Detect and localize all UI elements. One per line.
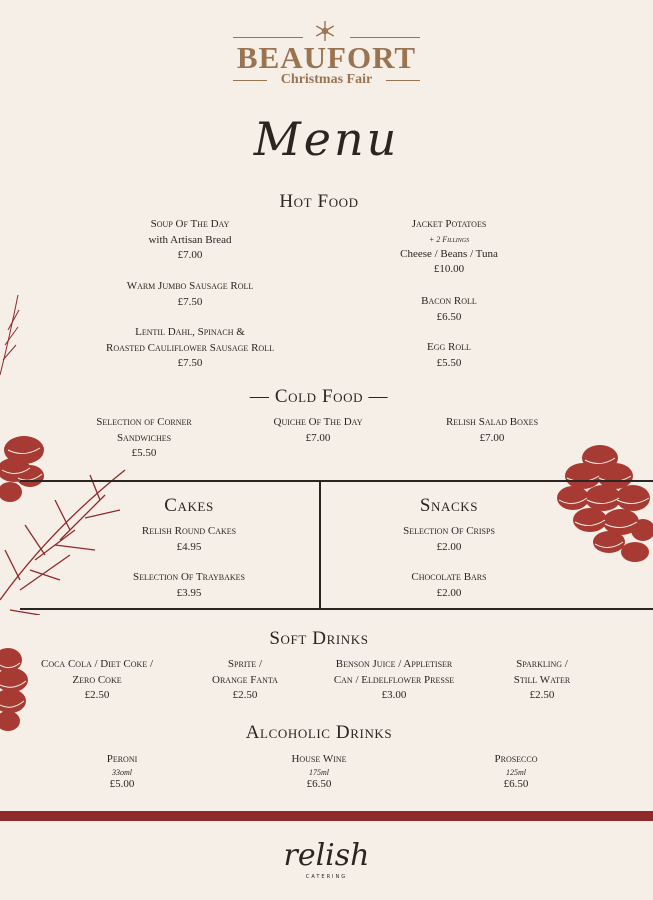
menu-item <box>70 325 310 372</box>
item-detail: Cheese / Beans / Tuna <box>400 247 498 260</box>
menu-item <box>456 752 576 792</box>
item-price: £7.50 <box>177 295 203 308</box>
item-name: Quiche Of The Day <box>273 416 363 428</box>
item-name: Selection Of Traybakes <box>132 571 245 583</box>
item-name: Chocolate Bars <box>411 571 487 583</box>
item-note: + 2 Fillings <box>428 234 470 244</box>
item-name: Benson Juice / Appletiser <box>335 658 453 670</box>
item-name-line2: Zero Coke <box>72 673 122 686</box>
item-price: £6.50 <box>436 310 462 323</box>
item-name-line2: Still Water <box>513 673 571 686</box>
menu-item <box>349 340 549 371</box>
item-price: £3.00 <box>381 689 407 701</box>
item-name: House Wine <box>291 753 347 765</box>
hot-food-title: Hot Food <box>279 191 359 212</box>
cakes-title: Cakes <box>164 495 214 516</box>
brand-title: BEAUFORT <box>236 40 417 75</box>
item-price: £7.00 <box>177 249 203 261</box>
menu-item <box>90 279 290 310</box>
soft-drinks-title: Soft Drinks <box>269 628 369 649</box>
item-price: £5.50 <box>436 356 462 369</box>
item-name-line2: Sandwiches <box>116 431 172 444</box>
menu-item <box>349 570 549 601</box>
menu-item <box>62 752 182 792</box>
menu-item <box>185 657 305 704</box>
footer-band <box>0 811 653 821</box>
subtitle-line-left <box>233 80 267 81</box>
divider-top <box>20 480 653 482</box>
item-name: Peroni <box>106 753 138 765</box>
brand-subtitle: Christmas Fair <box>280 72 373 87</box>
item-price: £7.00 <box>305 431 331 444</box>
item-name: Bacon Roll <box>421 295 477 307</box>
item-price: £6.50 <box>503 777 529 790</box>
item-name: Prosecco <box>494 753 538 765</box>
menu-item <box>248 415 388 446</box>
alcoholic-drinks-title: Alcoholic Drinks <box>245 722 393 743</box>
item-name-line2: Can / Eldelflower Presse <box>333 673 455 686</box>
item-detail: with Artisan Bread <box>148 233 232 246</box>
item-name: Egg Roll <box>427 341 471 353</box>
item-price: £5.50 <box>131 447 157 459</box>
item-price: £6.50 <box>306 777 332 790</box>
item-price: £7.00 <box>479 431 505 444</box>
menu-item <box>74 415 214 462</box>
item-name: Selection of Corner <box>96 416 192 428</box>
item-price: £10.00 <box>433 263 465 275</box>
item-name: Soup Of The Day <box>150 218 230 230</box>
item-name-line2: Roasted Cauliflower Sausage Roll <box>106 341 274 354</box>
menu-item <box>422 415 562 446</box>
item-name: Sparkling / <box>516 658 568 670</box>
relish-logo: relish <box>283 838 370 873</box>
item-name: Relish Salad Boxes <box>445 416 539 428</box>
menu-item <box>27 657 167 704</box>
menu-item <box>482 657 602 704</box>
item-size: 125ml <box>506 767 526 777</box>
item-price: £2.50 <box>232 689 258 701</box>
item-price: £5.00 <box>109 777 135 790</box>
item-price: £2.00 <box>436 540 462 553</box>
relish-logo-subtitle: CATERING <box>305 874 348 880</box>
menu-item <box>259 752 379 792</box>
item-price: £2.50 <box>84 689 110 701</box>
item-name: Lentil Dahl, Spinach & <box>135 326 245 338</box>
item-size: 175ml <box>309 767 329 777</box>
item-price: £2.00 <box>436 586 462 599</box>
menu-item <box>349 294 549 325</box>
item-name-line2: Orange Fanta <box>212 673 278 686</box>
cold-food-title: — Cold Food — <box>249 386 389 407</box>
menu-item <box>89 524 289 555</box>
menu-item <box>349 524 549 555</box>
item-price: £2.50 <box>529 689 555 701</box>
item-name: Warm Jumbo Sausage Roll <box>126 280 254 292</box>
menu-item <box>314 657 474 704</box>
snacks-title: Snacks <box>419 495 479 516</box>
item-name: Jacket Potatoes <box>411 218 487 230</box>
header-line-left <box>233 37 303 38</box>
item-price: £7.50 <box>177 357 203 369</box>
item-name: Sprite / <box>227 658 263 670</box>
header-line-right <box>350 37 420 38</box>
subtitle-line-right <box>386 80 420 81</box>
item-name: Selection Of Crisps <box>403 525 495 537</box>
pine-branch-left-icon <box>0 285 20 385</box>
item-price: £4.95 <box>176 540 202 553</box>
divider-bottom <box>20 608 653 610</box>
item-price: £3.95 <box>176 586 202 599</box>
menu-item <box>89 570 289 601</box>
item-name: Coca Cola / Diet Coke / <box>40 658 154 670</box>
divider-vertical <box>319 480 321 609</box>
item-size: 33oml <box>112 767 132 777</box>
menu-title: Menu <box>253 112 400 166</box>
pinecone-right-icon <box>545 440 653 570</box>
menu-item <box>90 217 290 264</box>
menu-item <box>349 217 549 278</box>
item-name: Relish Round Cakes <box>141 525 237 537</box>
